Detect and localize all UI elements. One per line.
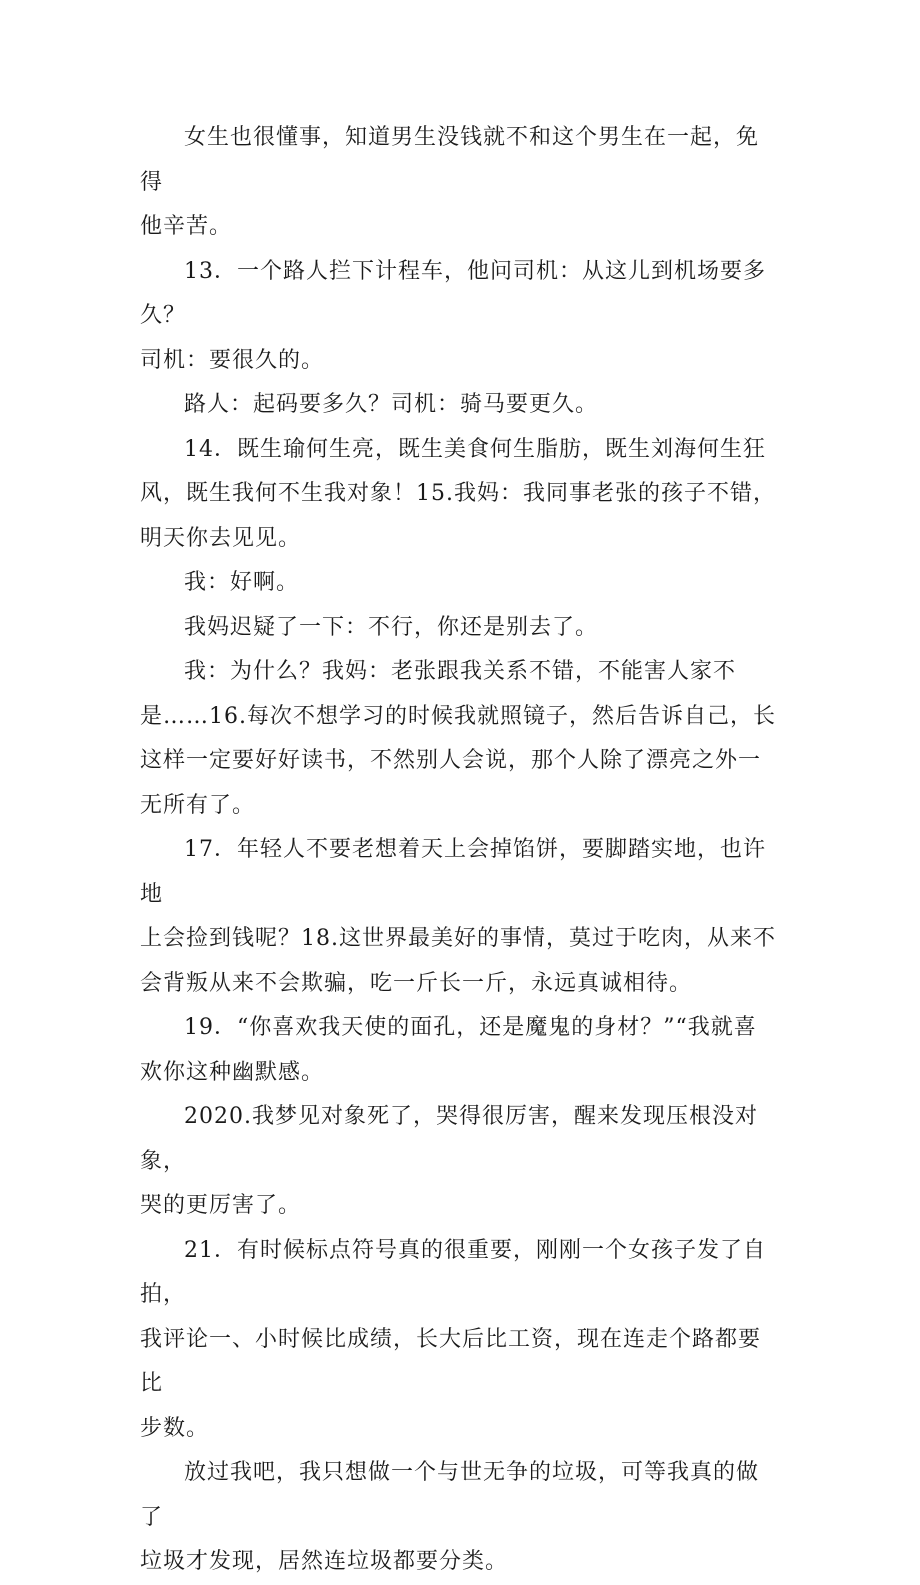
paragraph: [140, 1095, 780, 1229]
text-line: 司机：要很久的。: [140, 347, 325, 373]
paragraph: [140, 383, 780, 428]
text-line: 上会捡到钱呢？18.这世界最美好的事情，莫过于吃肉，从来不: [140, 926, 776, 951]
text-line: 这样一定要好好读书，不然别人会说，那个人除了漂亮之外一: [140, 748, 762, 773]
text-line: 是……16.每次不想学习的时候我就照镜子，然后告诉自己，长: [140, 703, 776, 729]
paragraph: [140, 1229, 780, 1452]
text-line: 我：为什么？我妈：老张跟我关系不错，不能害人家不: [184, 659, 737, 684]
text-line: 无所有了。: [140, 792, 256, 818]
text-line: 路人：起码要多久？司机：骑马要更久。: [184, 392, 599, 417]
text-line: 我：好啊。: [184, 570, 300, 595]
text-line: 13．一个路人拦下计程车，他问司机：从这儿到机场要多久？: [140, 258, 766, 328]
text-line: 14．既生瑜何生亮，既生美食何生脂肪，既生刘海何生狂: [184, 436, 766, 462]
text-line: 风，既生我何不生我对象！15.我妈：我同事老张的孩子不错，: [140, 481, 776, 506]
text-line: 步数。: [140, 1415, 210, 1441]
text-line: 会背叛从来不会欺骗，吃一斤长一斤，永远真诚相待。: [140, 970, 693, 996]
paragraph: [140, 1006, 780, 1095]
text-line: 21．有时候标点符号真的很重要，刚刚一个女孩子发了自拍，: [140, 1237, 766, 1307]
text-line: 放过我吧，我只想做一个与世无争的垃圾，可等我真的做了: [140, 1460, 760, 1530]
paragraph: [140, 828, 780, 1006]
body-text: [140, 116, 780, 1585]
text-line: 2020.我梦见对象死了，哭得很厉害，醒来发现压根没对象，: [140, 1104, 758, 1174]
paragraph: [140, 1451, 780, 1585]
text-line: 女生也很懂事，知道男生没钱就不和这个男生在一起，免得: [140, 125, 760, 195]
text-line: 我评论一、小时候比成绩，长大后比工资，现在连走个路都要比: [140, 1326, 762, 1396]
text-line: 我妈迟疑了一下：不行，你还是别去了。: [184, 614, 599, 640]
text-line: 哭的更厉害了。: [140, 1193, 302, 1218]
text-line: 欢你这种幽默感。: [140, 1059, 325, 1085]
paragraph: [140, 561, 780, 606]
text-line: 他辛苦。: [140, 214, 233, 239]
paragraph: [140, 428, 780, 562]
paragraph: [140, 650, 780, 828]
text-line: 17．年轻人不要老想着天上会掉馅饼，要脚踏实地，也许地: [140, 837, 766, 907]
paragraph: [140, 116, 780, 250]
paragraph: [140, 250, 780, 384]
paragraph: [140, 606, 780, 651]
text-line: 明天你去见见。: [140, 525, 302, 551]
text-line: 垃圾才发现，居然连垃圾都要分类。: [140, 1549, 509, 1574]
text-line: 19．“你喜欢我天使的面孔，还是魔鬼的身材？”“我就喜: [184, 1015, 757, 1040]
